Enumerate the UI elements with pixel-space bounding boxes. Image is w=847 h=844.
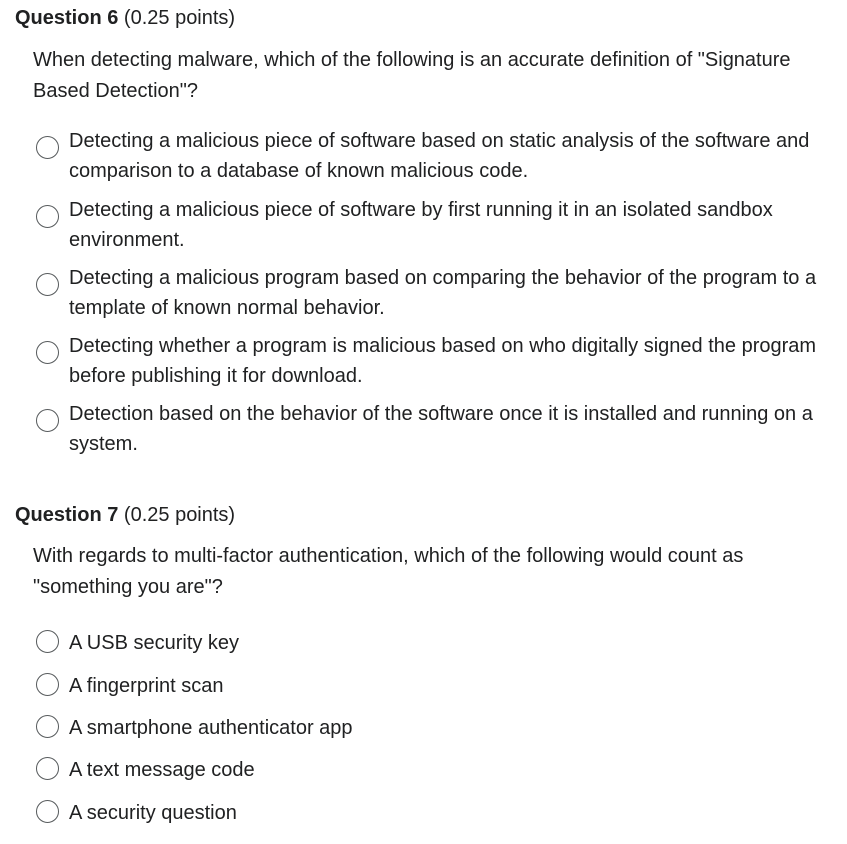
answer-option-label[interactable]: A USB security key <box>69 632 240 654</box>
radio-button[interactable] <box>36 273 59 296</box>
question-points: (0.25 points) <box>123 504 236 526</box>
question-prompt: When detecting malware, which of the following is an accurate definition of "Signature Based Detection"? <box>33 49 791 102</box>
answer-option-label[interactable]: A smartphone authenticator app <box>69 717 353 739</box>
radio-button[interactable] <box>36 757 59 780</box>
radio-button[interactable] <box>36 715 59 738</box>
radio-button[interactable] <box>36 409 59 432</box>
radio-button[interactable] <box>36 800 59 823</box>
radio-button[interactable] <box>36 136 59 159</box>
answer-option-label[interactable]: A security question <box>69 802 237 824</box>
answer-option-label[interactable]: Detecting a malicious piece of software based on static analysis of the software and comparison to a database of known malicious code. <box>69 130 810 182</box>
answer-option-label[interactable]: Detection based on the behavior of the software once it is installed and running on a system. <box>69 403 813 455</box>
question-prompt: With regards to multi-factor authentication, which of the following would count as "something you are"? <box>33 545 744 598</box>
radio-button[interactable] <box>36 673 59 696</box>
answer-option-label[interactable]: Detecting whether a program is malicious based on who digitally signed the program before publishing it for download. <box>69 335 817 387</box>
question-header <box>15 5 235 31</box>
question-header <box>15 502 235 528</box>
question-title: Question 6 <box>15 7 119 29</box>
answer-option-label[interactable]: Detecting a malicious piece of software by first running it in an isolated sandbox environment. <box>69 199 773 251</box>
question-points: (0.25 points) <box>123 7 236 29</box>
radio-button[interactable] <box>36 630 59 653</box>
answer-option-label[interactable]: Detecting a malicious program based on comparing the behavior of the program to a template of known normal behavior. <box>69 267 817 319</box>
answer-option-label[interactable]: A text message code <box>69 759 255 781</box>
radio-button[interactable] <box>36 205 59 228</box>
answer-option-label[interactable]: A fingerprint scan <box>69 675 224 697</box>
question-title: Question 7 <box>15 504 119 526</box>
radio-button[interactable] <box>36 341 59 364</box>
